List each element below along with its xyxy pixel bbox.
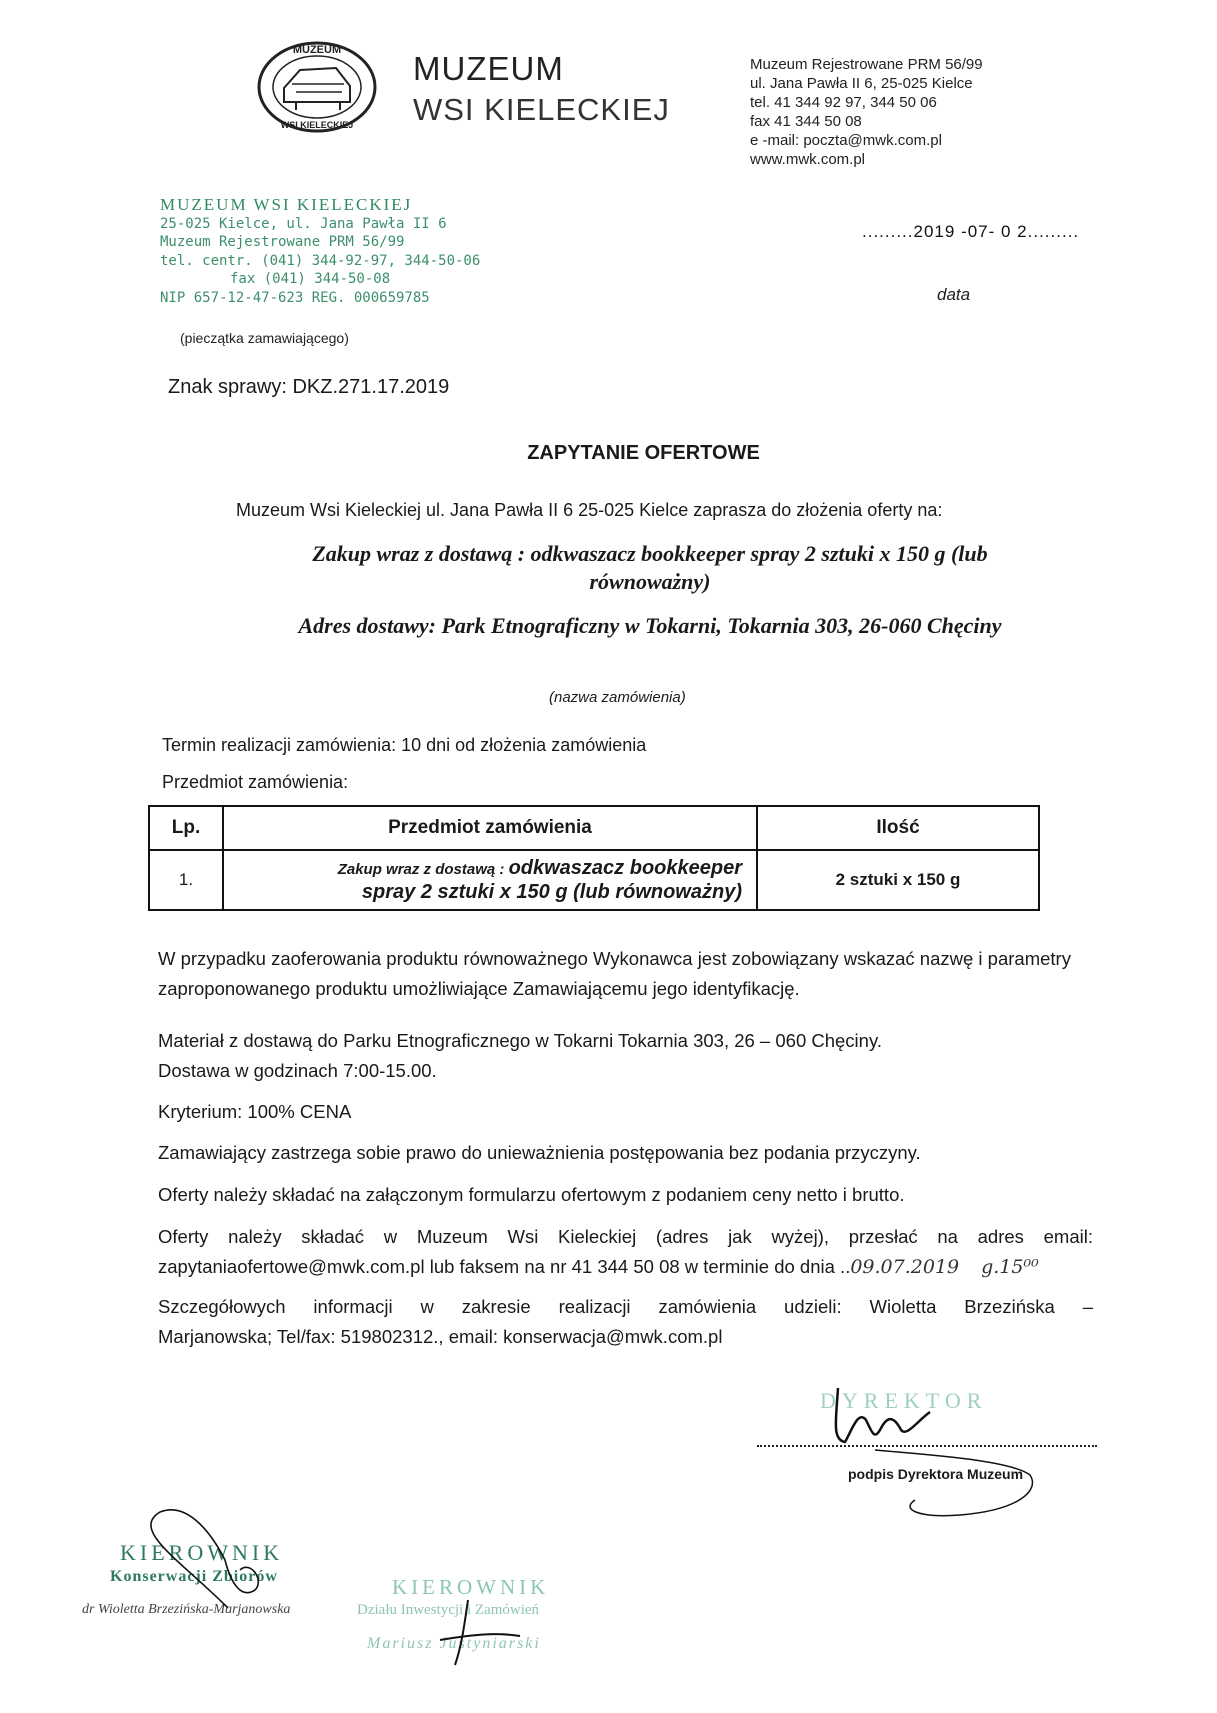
brand-name-line2: WSI KIELECKIEJ [413, 92, 670, 127]
brand-name-line1: MUZEUM [413, 50, 564, 87]
column-header-lp: Lp. [149, 806, 223, 850]
paragraph-submission-line1: Oferty należy składać w Muzeum Wsi Kieleckiej (adres jak wyżej), przesłać na adres email: [158, 1226, 1093, 1247]
contact-line: fax 41 344 50 08 [750, 113, 862, 130]
stamp-line: fax (041) 344-50-08 [230, 271, 391, 287]
order-subject-line1: Zakup wraz z dostawą : odkwaszacz bookkeeper spray 2 sztuki x 150 g (lub [312, 541, 988, 566]
contact-block [750, 55, 983, 169]
signature-caption: podpis Dyrektora Muzeum [848, 1466, 1024, 1482]
stamp-line: Muzeum Rejestrowane PRM 56/99 [160, 234, 405, 250]
table-header-row [149, 806, 1039, 850]
paragraph-criterion [158, 1097, 351, 1127]
submission-text: zapytaniaofertowe@mwk.com.pl lub faksem na nr 41 344 50 08 w terminie do dnia .. [158, 1256, 851, 1277]
stamp-caption: (pieczątka zamawiającego) [180, 330, 349, 346]
stamp-title: KIEROWNIK [392, 1575, 550, 1599]
order-name-caption: (nazwa zamówienia) [549, 689, 686, 706]
date-label: data [937, 285, 971, 304]
contact-website: www.mwk.com.pl [750, 151, 866, 168]
signature-line [757, 1445, 1097, 1447]
order-items-table [148, 805, 1040, 911]
stamp-subtitle: Działu Inwestycji i Zamówień [357, 1602, 540, 1618]
contact-line: Muzeum Rejestrowane PRM 56/99 [750, 56, 983, 73]
paragraph-submission-line2 [158, 1252, 1039, 1282]
column-header-item: Przedmiot zamówienia [223, 806, 757, 850]
delivery-line2: Dostawa w godzinach 7:00-15.00. [158, 1060, 437, 1081]
item-name-part2: spray 2 sztuki x 150 g (lub równoważny) [361, 880, 742, 903]
stamp-line: 25-025 Kielce, ul. Jana Pawła II 6 [160, 215, 447, 232]
director-signature-loop [875, 1450, 1032, 1516]
table-row [149, 850, 1039, 910]
paragraph-equivalent-product: W przypadku zaoferowania produktu równoważnego Wykonawca jest zobowiązany wskazać nazwę i parametry zaproponowanego produktu umożliwiające Zamawiającemu jego identyfikację. [158, 948, 1071, 999]
delivery-line1: Materiał z dostawą do Parku Etnograficznego w Tokarni Tokarnia 303, 26 – 060 Chęciny. [158, 1030, 882, 1051]
date-value: .........2019 -07- 0 2......... [862, 222, 1080, 241]
seal-text-top: MUZEUM [292, 44, 342, 56]
contact-email: e -mail: poczta@mwk.com.pl [750, 132, 942, 149]
cell-item-name [223, 850, 757, 910]
column-header-quantity: Ilość [757, 806, 1039, 850]
case-number: Znak sprawy: DKZ.271.17.2019 [168, 376, 450, 398]
paragraph-contact-line2: Marjanowska; Tel/fax: 519802312., email: konserwacja@mwk.com.pl [158, 1326, 723, 1347]
completion-term: Termin realizacji zamówienia: 10 dni od złożenia zamówienia [162, 735, 647, 755]
paragraph-offer-form: Oferty należy składać na załączonym formularzu ofertowym z podaniem ceny netto i brutto. [158, 1184, 905, 1205]
seal-text-bottom: WSI KIELECKIEJ [280, 120, 354, 130]
investment-head-stamp [357, 1575, 549, 1653]
document-title: ZAPYTANIE OFERTOWE [527, 442, 760, 464]
order-subject [200, 540, 1100, 596]
intro-text: Muzeum Wsi Kieleckiej ul. Jana Pawła II 6 25-025 Kielce zaprasza do złożenia oferty na: [236, 500, 943, 520]
contact-line: ul. Jana Pawła II 6, 25-025 Kielce [750, 75, 973, 92]
stamp-title: KIEROWNIK [120, 1540, 284, 1565]
cell-quantity: 2 sztuki x 150 g [757, 850, 1039, 910]
order-subject-line2: równoważny) [589, 569, 711, 594]
paragraph-contact-line1: Szczegółowych informacji w zakresie realizacji zamówienia udzieli: Wioletta Brzezińska – [158, 1296, 1093, 1317]
cell-lp: 1. [149, 850, 223, 910]
order-item-label: Przedmiot zamówienia: [162, 772, 349, 792]
contact-line: tel. 41 344 92 97, 344 50 06 [750, 94, 937, 111]
item-name-part1: odkwaszacz bookkeeper [508, 856, 742, 879]
stamp-name: dr Wioletta Brzezińska-Marjanowska [82, 1602, 291, 1617]
item-name-prefix: Zakup wraz z dostawą : [337, 860, 509, 878]
ordering-party-stamp [160, 196, 480, 307]
delivery-address: Adres dostawy: Park Etnograficzny w Tokarni, Tokarnia 303, 26-060 Chęciny [298, 613, 1002, 638]
stamp-name: Mariusz Justyniarski [367, 1635, 541, 1652]
conservation-head-stamp [82, 1540, 291, 1618]
handwritten-deadline-date: 09.07.2019 [850, 1256, 960, 1278]
director-stamp: DYREKTOR [820, 1388, 988, 1413]
stamp-line: MUZEUM WSI KIELECKIEJ [160, 195, 413, 214]
handwritten-deadline-time: g.15⁰⁰ [981, 1256, 1039, 1278]
stamp-line: tel. centr. (041) 344-92-97, 344-50-06 [160, 252, 481, 269]
museum-seal-logo [256, 40, 378, 135]
stamp-line: NIP 657-12-47-623 REG. 000659785 [160, 289, 430, 306]
criterion-text: Kryterium: 100% CENA [158, 1101, 352, 1122]
paragraph-delivery [158, 1026, 1093, 1086]
paragraph-annulment: Zamawiający zastrzega sobie prawo do unieważnienia postępowania bez podania przyczyny. [158, 1142, 921, 1163]
stamp-subtitle: Konserwacji Zbiorów [110, 1568, 278, 1585]
